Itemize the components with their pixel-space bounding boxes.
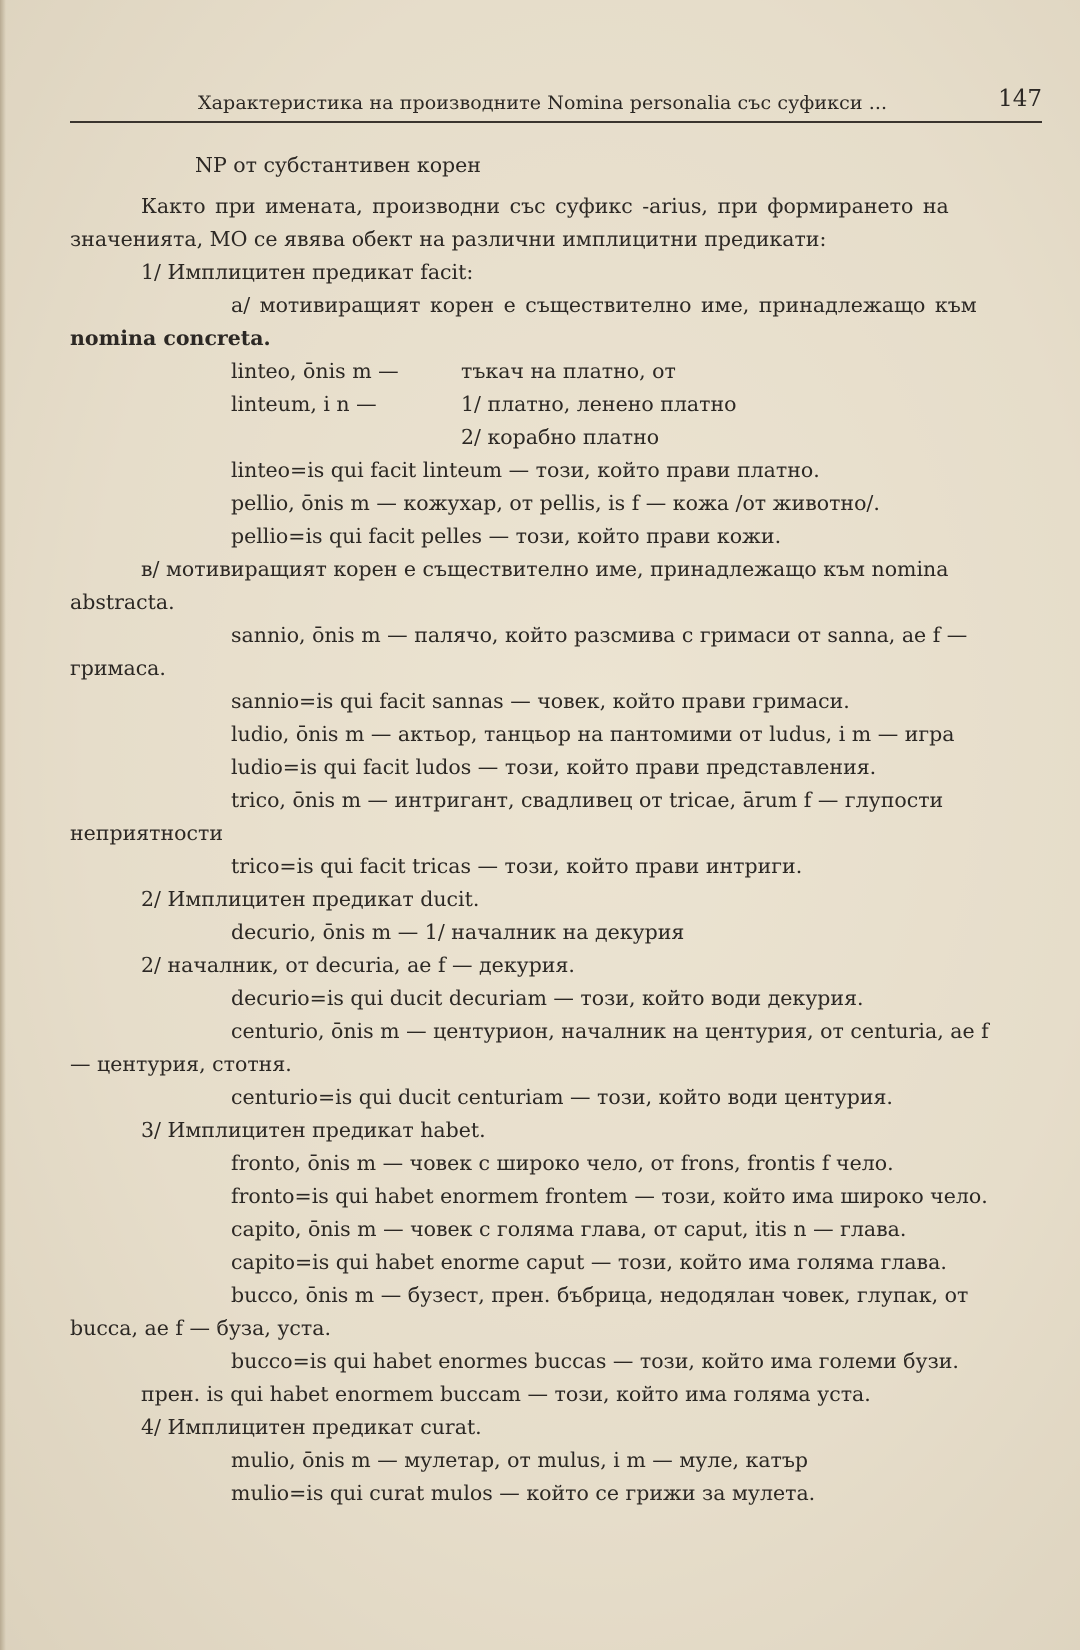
text-line: abstracta. (70, 590, 175, 614)
text-line: fronto, ōnis m — човек с широко чело, от frons, frontis f чело. (231, 1151, 894, 1175)
text-line: 1/ Имплицитен предикат facit: (141, 260, 474, 284)
text-line: linteo, ōnis m — (231, 359, 399, 383)
text-line: mulio=is qui curat mulos — който се грижи за мулета. (231, 1481, 816, 1505)
text-line: capito=is qui habet enorme caput — този, който има голяма глава. (231, 1250, 947, 1274)
header-rule (70, 121, 1042, 123)
text-line: linteo=is qui facit linteum — този, който прави платно. (231, 458, 820, 482)
text-line: 2/ Имплицитен предикат ducit. (141, 887, 480, 911)
text-line: mulio, ōnis m — мулетар, от mulus, i m — муле, катър (231, 1448, 809, 1472)
text-line: trico, ōnis m — интригант, свадливец от tricae, ārum f — глупости (231, 788, 944, 812)
running-title: Характеристика на производните Nomina personalia със суфикси ... (198, 92, 888, 114)
text-line: гримаса. (70, 656, 166, 680)
text-line: ludio, ōnis m — актьор, танцьор на пантомими от ludus, i m — игра (231, 722, 955, 746)
text-line: тъкач на платно, от (461, 359, 676, 383)
text-line: capito, ōnis m — човек с голяма глава, от caput, itis n — глава. (231, 1217, 907, 1241)
text-line: ludio=is qui facit ludos — този, който прави представления. (231, 755, 877, 779)
text-line: fronto=is qui habet enormem frontem — този, който има широко чело. (231, 1184, 988, 1208)
text-line: sannio=is qui facit sannas — човек, който прави гримаси. (231, 689, 850, 713)
text-line: прен. is qui habet enormem buccam — този, който има голяма уста. (141, 1382, 871, 1406)
binding-edge (0, 0, 6, 1650)
text-line: 1/ платно, ленено платно (461, 392, 737, 416)
text-line: 2/ корабно платно (461, 425, 660, 449)
text-line: bucco, ōnis m — бузест, прен. бъбрица, недодялан човек, глупак, от (231, 1283, 969, 1307)
text-line: 2/ началник, от decuria, ae f — декурия. (141, 953, 575, 977)
text-line: неприятности (70, 821, 224, 845)
text-line: nomina concreta. (70, 326, 271, 350)
text-line: в/ мотивиращият корен е съществително име, принадлежащо към nomina (141, 557, 949, 581)
text-line: bucco=is qui habet enormes buccas — този, който има големи бузи. (231, 1349, 959, 1373)
text-line: 4/ Имплицитен предикат curat. (141, 1415, 482, 1439)
page-number: 147 (998, 86, 1042, 112)
text-line: bucca, ae f — буза, уста. (70, 1316, 331, 1340)
running-head (70, 86, 1042, 120)
text-line: 3/ Имплицитен предикат habet. (141, 1118, 486, 1142)
text-line: centurio=is qui ducit centuriam — този, който води центурия. (231, 1085, 893, 1109)
text-line: centurio, ōnis m — центурион, началник на центурия, от centuria, ae f (231, 1019, 989, 1043)
text-line: pellio, ōnis m — кожухар, от pellis, is f — кожа /от животно/. (231, 491, 880, 515)
text-line: а/ мотивиращият корен е съществително име, принадлежащо към (231, 293, 977, 317)
text-line: pellio=is qui facit pelles — този, който прави кожи. (231, 524, 782, 548)
text-line: decurio, ōnis m — 1/ началник на декурия (231, 920, 685, 944)
text-line: Както при имената, производни със суфикс -arius, при формирането на (141, 194, 949, 218)
section-heading: NP от субстантивен корен (195, 153, 481, 177)
text-line: decurio=is qui ducit decuriam — този, който води декурия. (231, 986, 864, 1010)
text-line: — центурия, стотня. (70, 1052, 292, 1076)
text-line: linteum, i n — (231, 392, 377, 416)
text-line: trico=is qui facit tricas — този, който прави интриги. (231, 854, 803, 878)
text-line: значенията, МО се явява обект на различни имплицитни предикати: (70, 227, 827, 251)
text-line: sannio, ōnis m — палячо, който разсмива с гримаси от sanna, ae f — (231, 623, 968, 647)
